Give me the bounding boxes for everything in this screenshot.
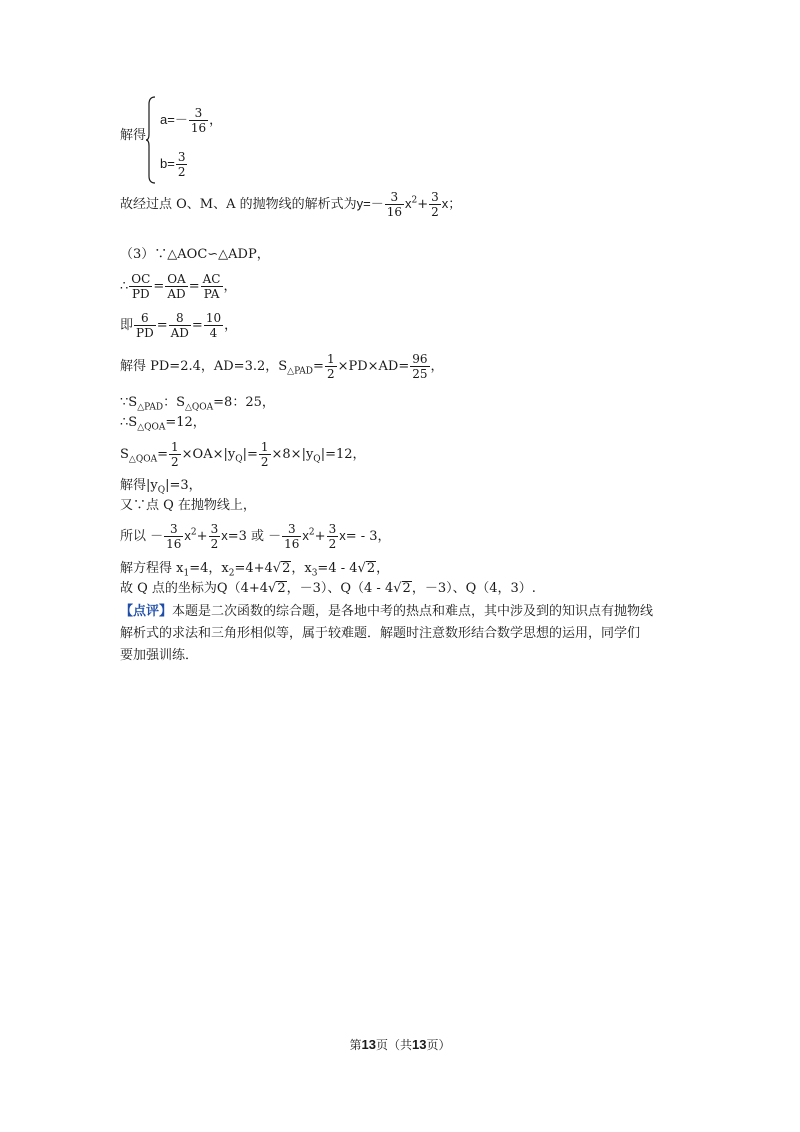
part3-line: （3）∵△AOC∽△ADP， [120, 247, 270, 262]
comment-line-1: 【点评】本题是二次函数的综合题，是各地中考的热点和难点，其中涉及到的知识点有抛物线 [120, 604, 654, 619]
ratio-s-line: $\because S_{\triangle PAD}$：$S_{\triangle QOA}=8$：25， [120, 395, 275, 413]
ratio-line: ∴ $\frac{OC}{PD}$ = $\frac{OA}{AD}$ = $\frac{AC}{PA}$ ， [120, 272, 237, 301]
ratio2-line: 即 $\frac{6}{PD}$ = $\frac{8}{AD}$ = $\frac{10}{4}$ ， [120, 311, 238, 340]
comment-tag: 【点评】 [120, 604, 173, 619]
eq-a: a=－ $\frac{3}{16}$ ， [160, 106, 223, 135]
yq-line: 解得$|y_Q|=3$， [120, 478, 202, 496]
parabola-line: 故经过点 O、M、A 的抛物线的解析式为y=－ $\frac{3}{16}$ $x^2+$ $\frac{3}{2}$ x； [120, 190, 462, 219]
eq-b: b= $\frac{3}{2}$ [160, 150, 186, 179]
roots-line: 解方程得 $x_1=4$，$x_2=4+4√2$，$x_3=4 - 4√2$， [120, 561, 390, 579]
comment-line-2: 解析式的求法和三角形相似等，属于较难题．解题时注意数形结合数学思想的运用，同学们 [120, 626, 641, 641]
comment-line-3: 要加强训练． [120, 648, 199, 663]
page-footer: 第13页（共13页） [349, 1037, 451, 1052]
solve-label: 解得 [120, 128, 147, 143]
solve-pd-line: 解得 PD=2.4，AD=3.2，$S_{\triangle PAD}=$ $\frac{1}{2}$ ×PD×AD= $\frac{96}{25}$ ， [120, 352, 444, 381]
coords-line: 故 Q 点的坐标为Q（4+4√2，－3）、Q（4 - 4√2，－3）、Q（4，3）. [120, 581, 536, 596]
brace-icon [146, 96, 156, 184]
so-line: 所以 － $\frac{3}{16}$ $x^2+$ $\frac{3}{2}$ x=3 或 － $\frac{3}{16}$ $x^2+$ $\frac{3}{2}$ x= - 3， [120, 522, 391, 551]
sqoa2-line: $S_{\triangle QOA}=$ $\frac{1}{2}$ $\times OA\times|y_Q|=$ $\frac{1}{2}$ $\times 8\times|y_Q|=12$， [120, 440, 366, 469]
sqoa-line: $\therefore S_{\triangle QOA}=12$， [120, 415, 206, 433]
on-parabola-line: 又∵点 Q 在抛物线上， [120, 498, 256, 513]
